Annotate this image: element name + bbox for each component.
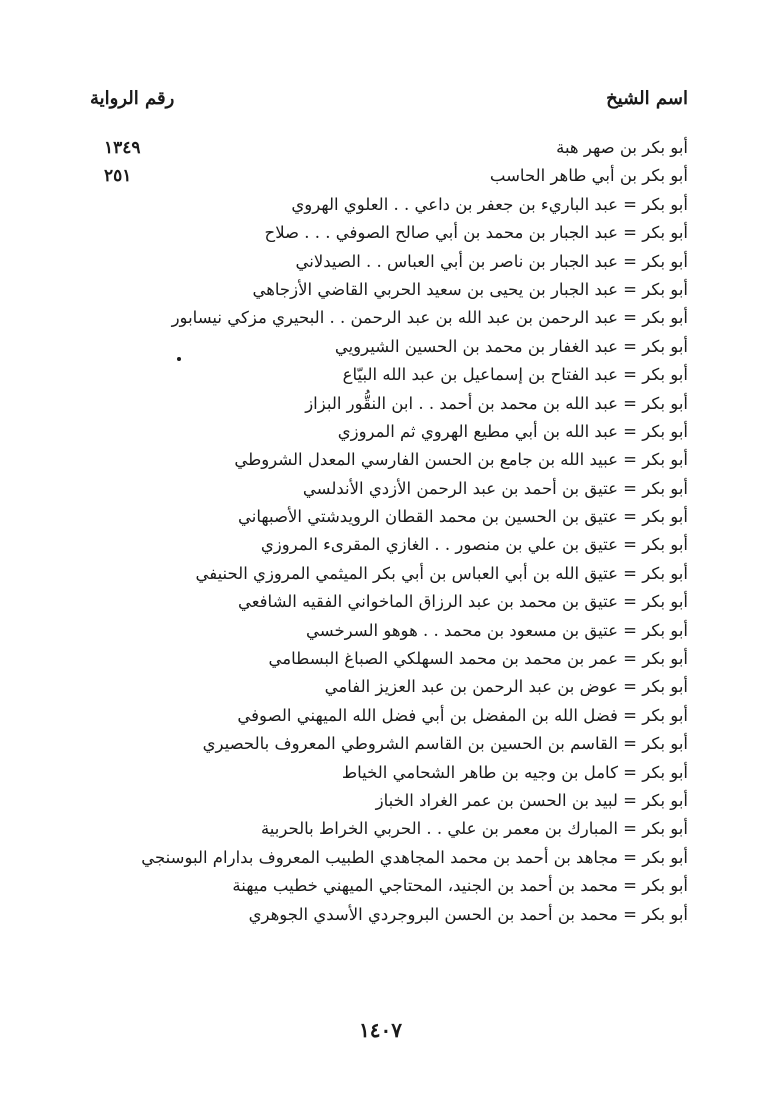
sheikh-name: أبو بكر = عتيق الله بن أبي العباس بن أبي بكر الميثمي المروزي الحنيفي — [195, 563, 688, 583]
list-item — [90, 844, 688, 872]
sheikh-name: أبو بكر = عبد الرحمن بن عبد الله بن عبد الرحمن . . البحيري مزكي نيسابور — [171, 308, 688, 328]
list-item — [90, 390, 688, 418]
sheikh-name: أبو بكر = عبد الجبار بن محمد بن أبي صالح الصوفي . . . صلاح — [264, 223, 688, 243]
sheikh-name: أبو بكر = عبد الله بن أبي مطيع الهروي ثم المروزي — [337, 421, 688, 441]
sheikh-name: أبو بكر = عبد الباريء بن جعفر بن داعي . . العلوي الهروي — [291, 194, 688, 214]
sheikh-name: أبو بكر = عتيق بن أحمد بن عبد الرحمن الأزدي الأندلسي — [302, 478, 688, 498]
sheikh-name: أبو بكر = عتيق بن علي بن منصور . . الغازي المقرىء المروزي — [260, 535, 688, 555]
sheikh-name: أبو بكر = محمد بن أحمد بن الجنيد، المحتاجي الميهني خطيب ميهنة — [232, 876, 688, 896]
list-item — [90, 219, 688, 247]
sheikh-name: أبو بكر = كامل بن وجيه بن طاهر الشحامي الخياط — [341, 762, 688, 782]
list-item — [90, 134, 688, 162]
header-sheikh-name: اسم الشيخ — [606, 88, 688, 109]
list-item — [90, 248, 688, 276]
list-item — [90, 702, 688, 730]
sheikh-name: أبو بكر = عبد الجبار بن ناصر بن أبي العباس . . الصيدلاني — [295, 251, 688, 271]
narration-number: ٢٥١ — [104, 166, 132, 187]
table-header — [90, 88, 688, 118]
list-item — [90, 304, 688, 332]
sheikh-name: أبو بكر = لبيد بن الحسن بن عمر الغراد الخباز — [375, 790, 688, 810]
list-item — [90, 787, 688, 815]
sheikh-name: أبو بكر = محمد بن أحمد بن الحسن البروجردي الأسدي الجوهري — [248, 904, 688, 924]
list-item — [90, 560, 688, 588]
list-item — [90, 645, 688, 673]
list-item — [90, 418, 688, 446]
list-item — [90, 531, 688, 559]
sheikh-name: أبو بكر = عبد الفتاح بن إسماعيل بن عبد الله البيّاع — [342, 365, 688, 385]
list-item — [90, 617, 688, 645]
sheikh-name: أبو بكر = فضل الله بن المفضل بن أبي فضل الله الميهني الصوفي — [237, 705, 688, 725]
list-item — [90, 673, 688, 701]
list-item — [90, 446, 688, 474]
list-item — [90, 759, 688, 787]
list-item — [90, 901, 688, 929]
list-item — [90, 276, 688, 304]
sheikh-name: أبو بكر = القاسم بن الحسين بن القاسم الشروطي المعروف بالحصيري — [202, 734, 688, 754]
list-item — [90, 730, 688, 758]
sheikh-name: أبو بكر = عتيق بن مسعود بن محمد . . هوهو السرخسي — [305, 620, 688, 640]
sheikh-name: أبو بكر = عبيد الله بن جامع بن الحسن الفارسي المعدل الشروطي — [234, 450, 688, 470]
sheikh-name: أبو بكر = المبارك بن معمر بن علي . . الحربي الخراط بالحربية — [260, 819, 688, 839]
sheikh-name: أبو بكر = عبد الله بن محمد بن أحمد . . ابن النقُّور البزاز — [305, 393, 688, 413]
list-item — [90, 815, 688, 843]
sheikh-name: أبو بكر = عتيق بن محمد بن عبد الرزاق الماخواني الفقيه الشافعي — [237, 592, 688, 612]
sheikh-name: أبو بكر = عمر بن محمد بن محمد السهلكي الصباغ البسطامي — [268, 649, 688, 669]
list-item — [90, 475, 688, 503]
page-number: ١٤٠٧ — [359, 1018, 402, 1042]
sheikh-name: أبو بكر بن صهر هبة — [556, 138, 688, 157]
sheikh-name: أبو بكر = عبد الجبار بن يحيى بن سعيد الحربي القاضي الأزجاهي — [252, 279, 688, 299]
sheikh-name: أبو بكر = عتيق بن الحسين بن محمد القطان الرويدشتي الأصبهاني — [238, 507, 688, 527]
list-item — [90, 872, 688, 900]
list-item — [90, 162, 688, 190]
sheikh-name: أبو بكر = عوض بن عبد الرحمن بن عبد العزيز الفامي — [324, 677, 688, 697]
narration-number: ١٣٤٩ — [104, 138, 141, 158]
sheikh-name: أبو بكر = مجاهد بن أحمد بن محمد المجاهدي الطبيب المعروف بدارام البوسنجي — [141, 847, 688, 867]
list-item — [90, 191, 688, 219]
header-narration-number: رقم الرواية — [90, 88, 175, 109]
sheikh-name: أبو بكر بن أبي طاهر الحاسب — [489, 166, 688, 186]
stray-dot-mark — [177, 357, 181, 361]
sheikh-name: أبو بكر = عبد الغفار بن محمد بن الحسين الشيرويي — [334, 336, 688, 356]
sheikh-list — [90, 134, 688, 929]
list-item — [90, 588, 688, 616]
list-item — [90, 361, 688, 389]
list-item — [90, 503, 688, 531]
